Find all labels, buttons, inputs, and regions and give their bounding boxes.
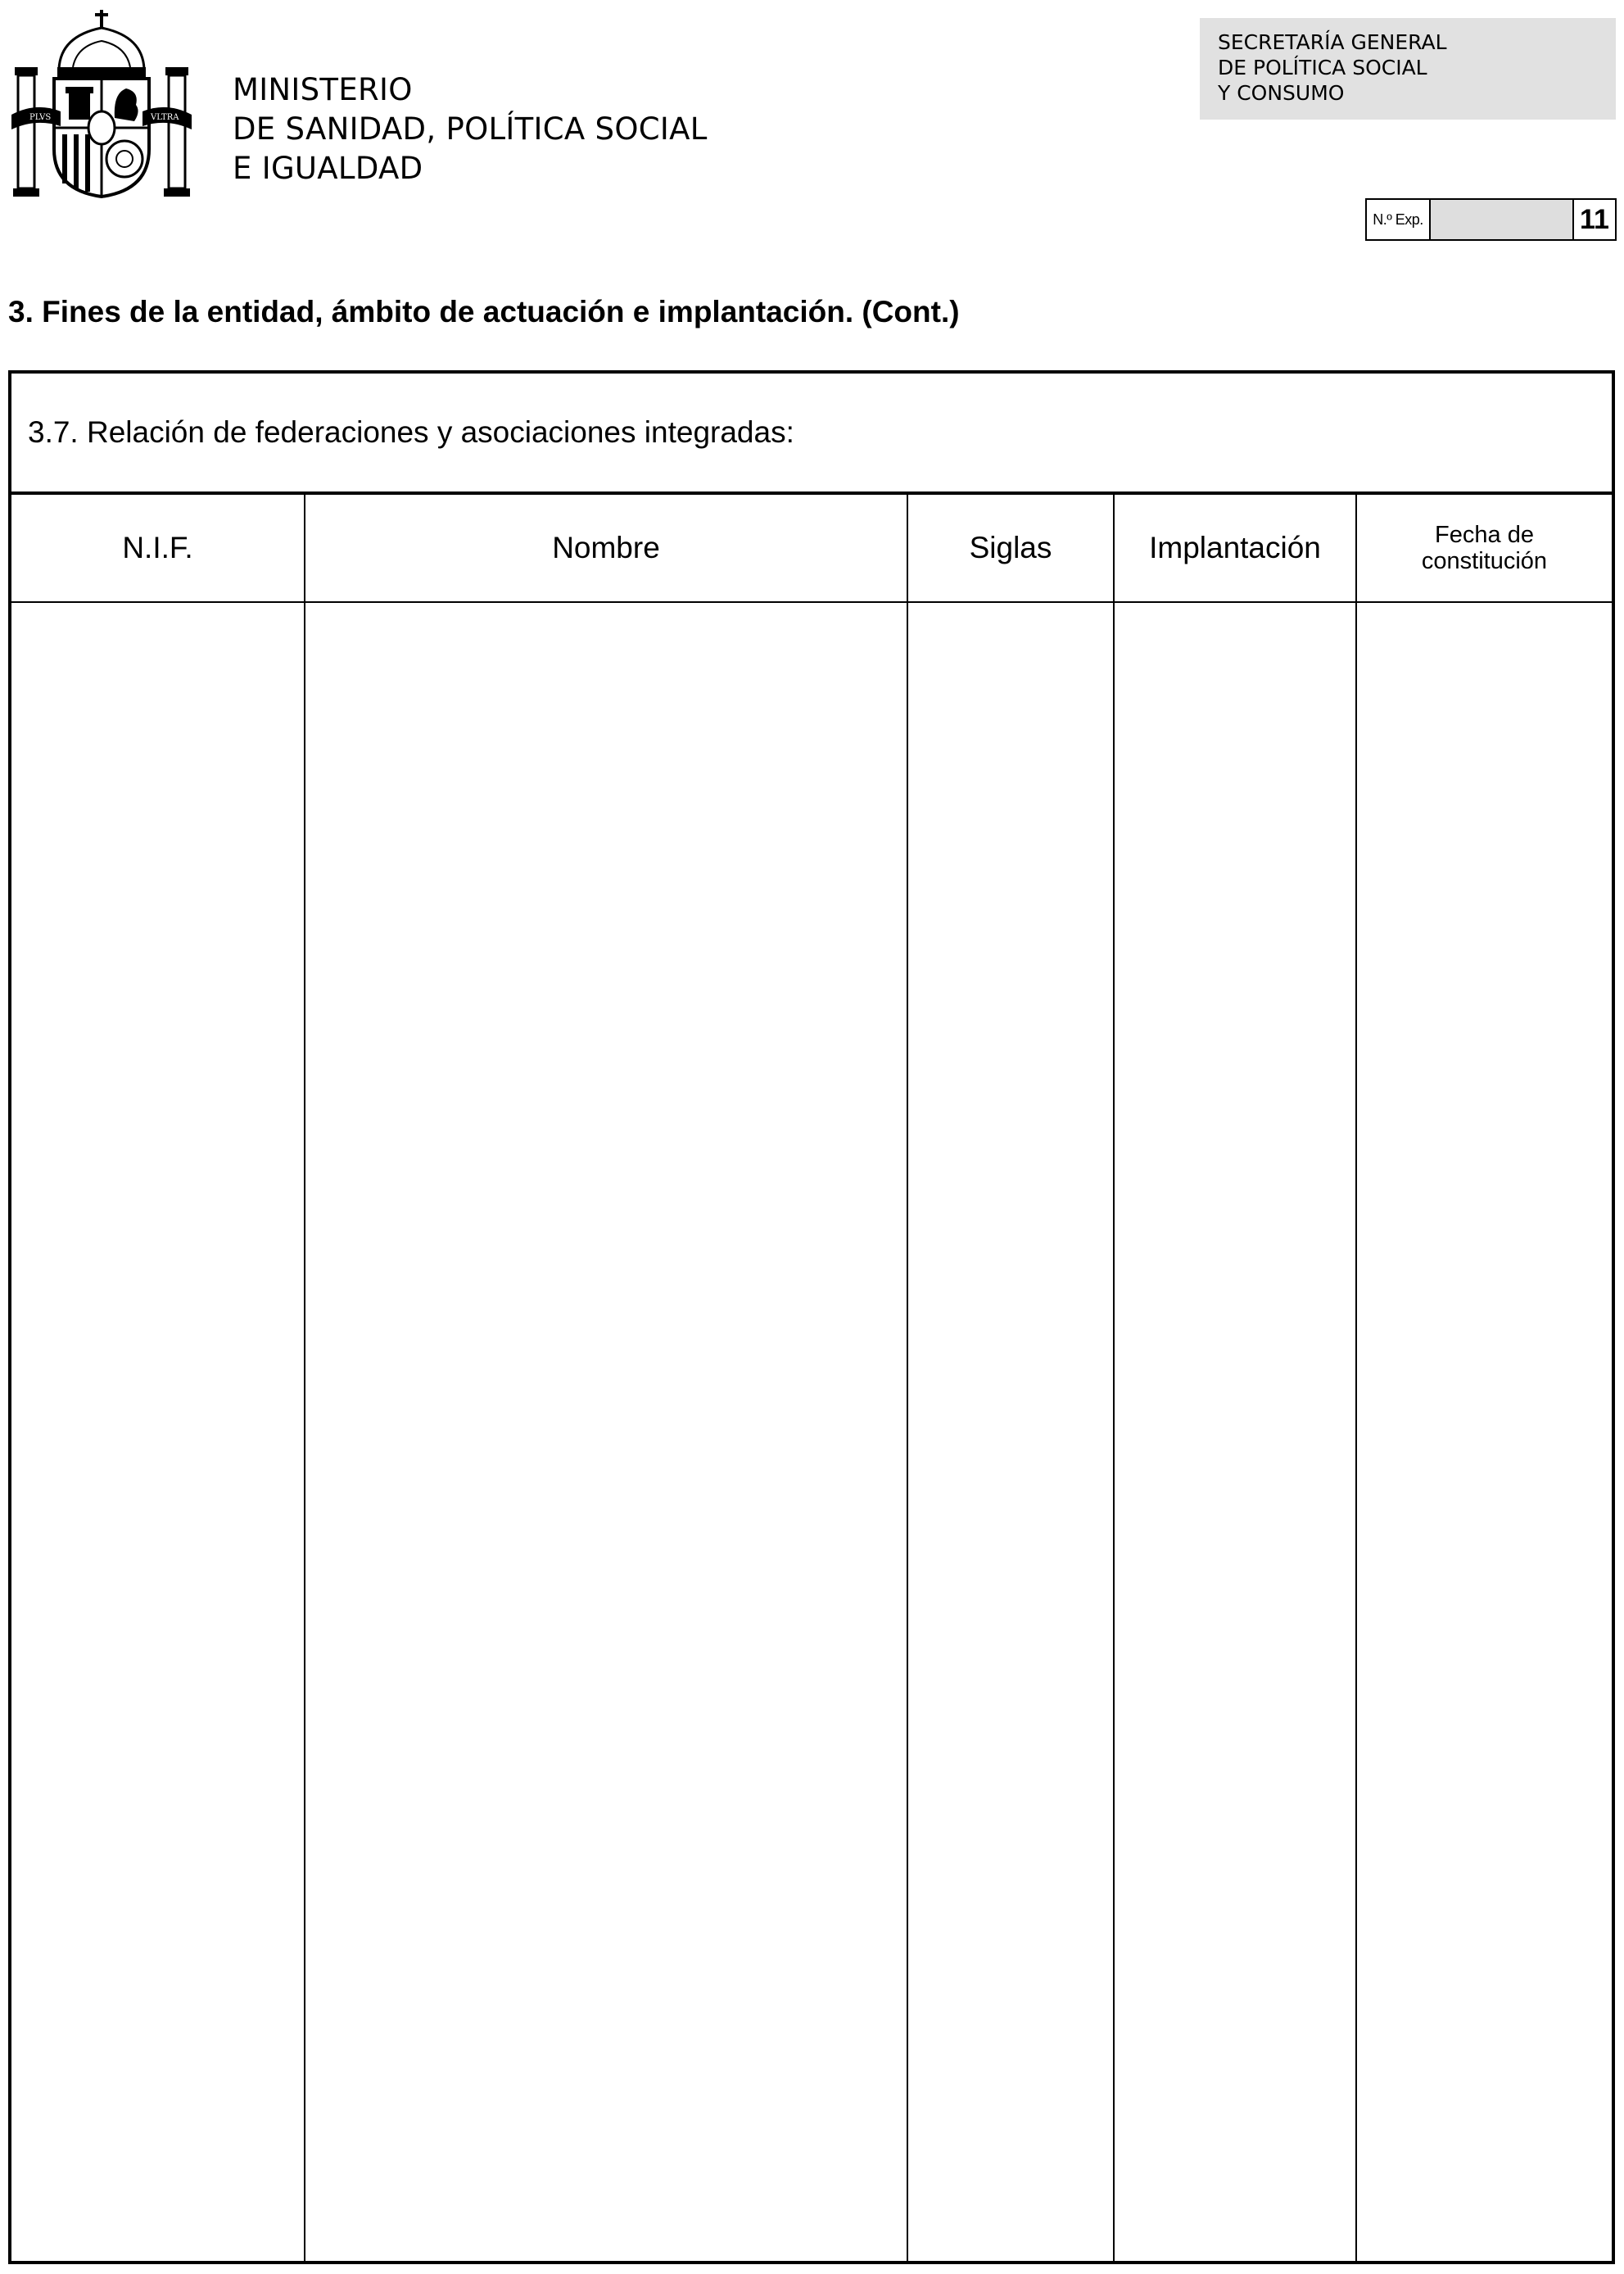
federations-table bbox=[11, 495, 1612, 2261]
column-header-fecha-constitucion bbox=[1356, 495, 1612, 602]
coat-motto-right: VLTRA bbox=[151, 113, 179, 122]
ministry-line-2: DE SANIDAD, POLÍTICA SOCIAL bbox=[233, 111, 708, 147]
cell-fecha-constitucion[interactable] bbox=[1356, 602, 1612, 2261]
coat-of-arms-icon bbox=[11, 3, 192, 200]
cell-nif[interactable] bbox=[11, 602, 305, 2261]
section-subheading: 3.7. Relación de federaciones y asociaciones integradas: bbox=[11, 374, 1612, 495]
table-header-row bbox=[11, 495, 1612, 602]
cell-nombre[interactable] bbox=[305, 602, 907, 2261]
cell-implantacion[interactable] bbox=[1114, 602, 1356, 2261]
exp-number-field[interactable] bbox=[1431, 200, 1574, 239]
section-title: 3. Fines de la entidad, ámbito de actuación e implantación. (Cont.) bbox=[8, 295, 960, 328]
secretaria-line-1: SECRETARÍA GENERAL bbox=[1218, 30, 1447, 54]
federations-form bbox=[8, 370, 1615, 2264]
secretaria-box bbox=[1200, 18, 1616, 120]
table-row bbox=[11, 602, 1612, 2261]
coat-motto-left: PLVS bbox=[29, 113, 52, 122]
column-header-nombre: Nombre bbox=[305, 495, 907, 602]
expediente-box bbox=[1365, 198, 1617, 241]
secretaria-line-3: Y CONSUMO bbox=[1218, 81, 1345, 105]
column-header-fecha-line-1: Fecha de bbox=[1435, 522, 1534, 548]
cell-siglas[interactable] bbox=[907, 602, 1114, 2261]
ministry-line-1: MINISTERIO bbox=[233, 72, 413, 107]
page-number: 11 bbox=[1580, 203, 1609, 235]
ministry-line-3: E IGUALDAD bbox=[233, 151, 423, 186]
exp-label: N.º Exp. bbox=[1367, 200, 1431, 239]
ministry-name bbox=[233, 70, 708, 188]
column-header-implantacion: Implantación bbox=[1114, 495, 1356, 602]
column-header-fecha-line-2: constitución bbox=[1421, 548, 1548, 574]
column-header-siglas: Siglas bbox=[907, 495, 1114, 602]
secretaria-line-2: DE POLÍTICA SOCIAL bbox=[1218, 56, 1427, 79]
column-header-nif: N.I.F. bbox=[11, 495, 305, 602]
coat-of-arms-logo bbox=[11, 3, 192, 200]
